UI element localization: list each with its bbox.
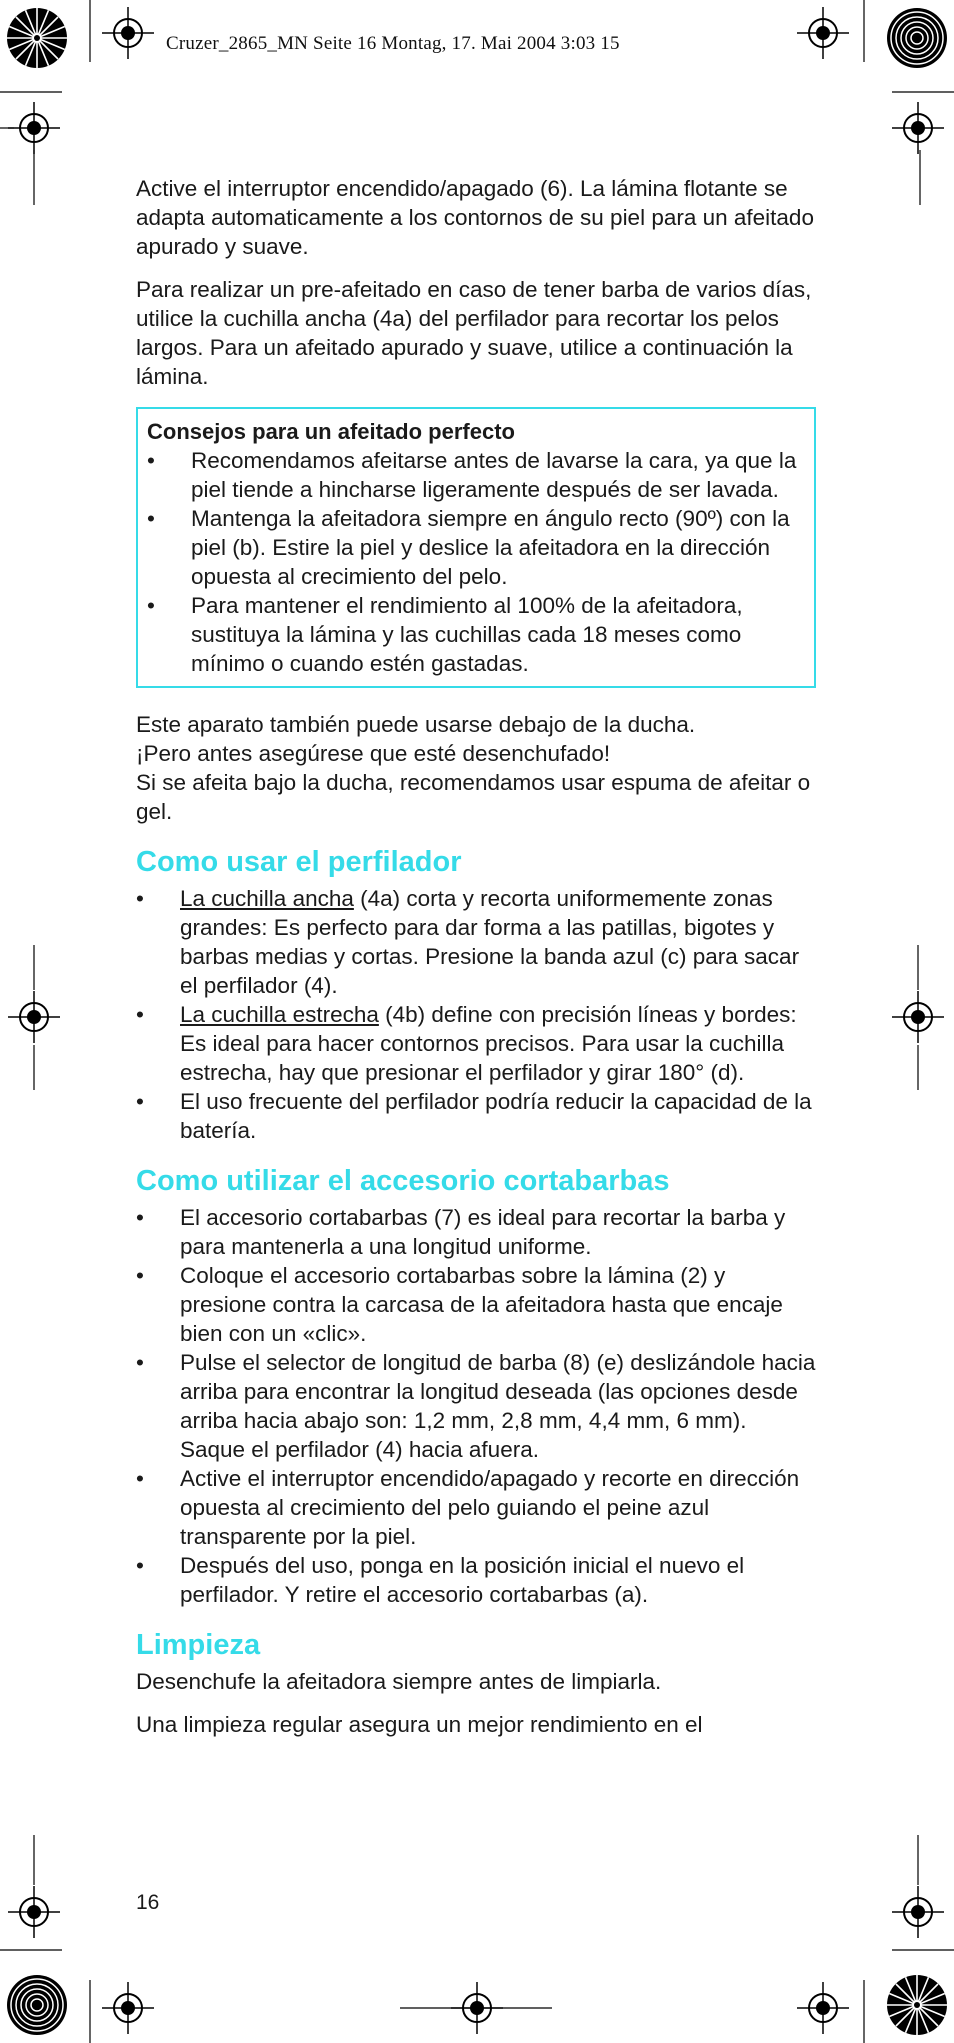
- item-text: Active el interruptor encendido/apagado y recorte en dirección opuesta al crecimiento del pelo guiando el peine azul transparente por la piel.: [180, 1466, 800, 1549]
- page-content: [136, 174, 816, 1753]
- list-item: [136, 1203, 816, 1261]
- underlined-term: La cuchilla ancha: [180, 886, 354, 911]
- intro-paragraph-2: Para realizar un pre-afeitado en caso de tener barba de varios días, utilice la cuchilla ancha (4a) del perfilador para recortar los pelos largos. Para un afeitado apurado y suave, utilice a continuación la lámina.: [136, 277, 812, 389]
- item-text: (4a) corta y recorta uniformemente zonas grandes: Es perfecto para dar forma a las patillas, bigotes y barbas medias y cortas. Presione la banda azul (c) para sacar el perfilador (4).: [180, 886, 800, 998]
- tips-list: [147, 446, 800, 678]
- cleaning-paragraph-1: Desenchufe la afeitadora siempre antes de limpiarla.: [136, 1669, 662, 1694]
- tip-text: Mantenga la afeitadora siempre en ángulo recto (90º) con la piel (b). Estire la piel y deslice la afeitadora en la dirección opuesta al crecimiento del pelo.: [191, 506, 790, 589]
- tip-text: Para mantener el rendimiento al 100% de la afeitadora, sustituya la lámina y las cuchillas cada 18 meses como mínimo o cuando estén gastadas.: [191, 593, 743, 676]
- item-text: El uso frecuente del perfilador podría reducir la capacidad de la batería.: [180, 1089, 812, 1143]
- bullet: •: [136, 1263, 144, 1288]
- item-text: (4b) define con precisión líneas y bordes: Es ideal para hacer contornos precisos. Para usar la cuchilla estrecha, hay que presionar el perfilador y girar 180° (d).: [180, 1002, 797, 1085]
- bullet: •: [147, 506, 155, 531]
- tip-text: Recomendamos afeitarse antes de lavarse la cara, ya que la piel tiende a hincharse ligeramente después de ser lavada.: [191, 448, 797, 502]
- tips-title: Consejos para un afeitado perfecto: [147, 419, 515, 444]
- item-text: Coloque el accesorio cortabarbas sobre la lámina (2) y presione contra la carcasa de la afeitadora hasta que encaje bien con un «clic».: [180, 1263, 783, 1346]
- item-text: Después del uso, ponga en la posición inicial el nuevo el perfilador. Y retire el accesorio cortabarbas (a).: [180, 1553, 745, 1607]
- list-item: [136, 1348, 816, 1464]
- list-item: [136, 1261, 816, 1348]
- bullet: •: [147, 593, 155, 618]
- list-item: [136, 1464, 816, 1551]
- cleaning-paragraph-2: Una limpieza regular asegura un mejor rendimiento en el: [136, 1712, 703, 1737]
- bullet: •: [136, 1002, 144, 1027]
- list-item: [136, 1000, 816, 1087]
- page-number: 16: [136, 1891, 160, 1914]
- list-item: [147, 504, 800, 591]
- section-heading-beard-trimmer: Como utilizar el accesorio cortabarbas: [136, 1165, 670, 1197]
- bullet: •: [136, 1553, 144, 1578]
- list-item: [147, 446, 800, 504]
- list-item: [136, 1551, 816, 1609]
- list-item: [136, 884, 816, 1000]
- shower-line-3: Si se afeita bajo la ducha, recomendamos usar espuma de afeitar o gel.: [136, 770, 811, 824]
- bullet: •: [147, 448, 155, 473]
- list-item: [136, 1087, 816, 1145]
- shower-line-2: ¡Pero antes asegúrese que esté desenchufado!: [136, 741, 611, 766]
- intro-paragraph-1: Active el interruptor encendido/apagado (6). La lámina flotante se adapta automaticamente a los contornos de su piel para un afeitado apurado y suave.: [136, 176, 814, 259]
- item-text: El accesorio cortabarbas (7) es ideal para recortar la barba y para mantenerla a una longitud uniforme.: [180, 1205, 786, 1259]
- section-heading-trimmer: Como usar el perfilador: [136, 846, 462, 878]
- shower-paragraph: [136, 710, 816, 826]
- beard-trimmer-list: [136, 1203, 816, 1609]
- section-heading-cleaning: Limpieza: [136, 1629, 261, 1661]
- underlined-term: La cuchilla estrecha: [180, 1002, 379, 1027]
- bullet: •: [136, 886, 144, 911]
- item-text: Pulse el selector de longitud de barba (8) (e) deslizándole hacia arriba para encontrar la longitud deseada (las opciones desde arriba hacia abajo son: 1,2 mm, 2,8 mm, 4,4 mm, 6 mm). Saque el perfilador (4) hacia afuera.: [180, 1350, 816, 1462]
- shower-line-1: Este aparato también puede usarse debajo de la ducha.: [136, 712, 696, 737]
- bullet: •: [136, 1089, 144, 1114]
- tips-box: [136, 407, 816, 688]
- bullet: •: [136, 1350, 144, 1375]
- list-item: [147, 591, 800, 678]
- bullet: •: [136, 1205, 144, 1230]
- trimmer-list: [136, 884, 816, 1145]
- bullet: •: [136, 1466, 144, 1491]
- print-slug: Cruzer_2865_MN Seite 16 Montag, 17. Mai 2004 3:03 15: [166, 33, 620, 54]
